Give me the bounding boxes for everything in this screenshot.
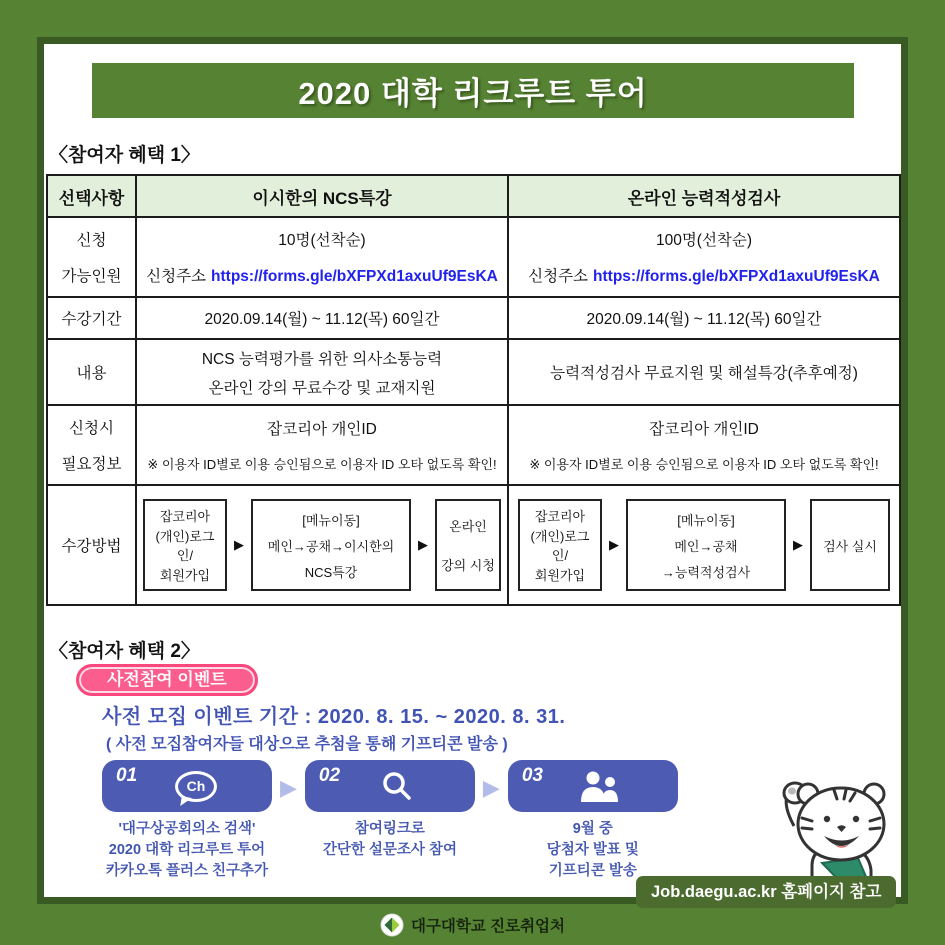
- capacity-ncs-cell: [136, 217, 508, 297]
- table-row: [47, 339, 900, 405]
- info-id-line: 잡코리아 개인ID: [267, 420, 377, 438]
- benefit1-heading: 〈참여자 혜택 1〉: [49, 145, 200, 166]
- chevron-right-icon: ▶: [482, 775, 500, 800]
- chevron-right-icon: ▶: [280, 775, 297, 800]
- step-1-caption: '대구상공회의소 검색' 2020 대학 리크루트 투어 카카오톡 플러스 친구추가: [105, 821, 269, 880]
- content-label: 내용: [47, 339, 136, 405]
- benefit2-heading: 〈참여자 혜택 2〉: [49, 641, 200, 662]
- capacity-aptitude-count: 100명(선착순): [655, 232, 753, 249]
- arrow-right-icon: ▶: [609, 537, 619, 552]
- search-icon: [380, 769, 414, 803]
- col-header-aptitude: 온라인 능력적성검사: [508, 175, 900, 217]
- flow-box-menu: [메뉴이동] 메인→공채→이시한의 NCS특강: [251, 499, 411, 591]
- col-header-ncs: 이시한의 NCS특강: [136, 175, 508, 217]
- arrow-right-icon: ▶: [793, 537, 803, 552]
- aptitude-form-link[interactable]: https://forms.gle/bXFPXd1axuUf9EsKA: [593, 268, 880, 285]
- step-1-box: [102, 760, 272, 812]
- info-warn-line: ※ 이용자 ID별로 이용 승인됨으로 이용자 ID 오타 없도록 확인!: [147, 457, 497, 473]
- step-2: [299, 760, 481, 861]
- addr-label: 신청주소: [146, 268, 207, 285]
- homepage-badge: Job.daegu.ac.kr 홈페이지 참고: [636, 876, 896, 908]
- table-row: [47, 405, 900, 485]
- table-row: [47, 217, 900, 297]
- university-logo-icon: [380, 913, 404, 937]
- addr-label: 신청주소: [528, 268, 589, 285]
- info-warn-line: ※ 이용자 ID별로 이용 승인됨으로 이용자 ID 오타 없도록 확인!: [529, 457, 879, 473]
- flow-box-menu: [메뉴이동] 메인→공채 →능력적성검사: [626, 499, 786, 591]
- info-label-line2: 필요정보: [61, 456, 122, 473]
- step-2-number: 02: [318, 765, 341, 786]
- method-label: 수강방법: [47, 485, 136, 605]
- step-3-number: 03: [521, 765, 543, 786]
- info-id-line: 잡코리아 개인ID: [649, 420, 759, 438]
- table-header-row: [47, 175, 900, 217]
- flow-box-login: 잡코리아 (개인)로그인/ 회원가입: [518, 499, 602, 591]
- table-row: [47, 297, 900, 339]
- period-label: 수강기간: [47, 297, 136, 339]
- event-badge: 사전참여 이벤트: [76, 664, 258, 696]
- content-ncs-cell: [136, 339, 508, 405]
- arrow-right-icon: ▶: [418, 537, 428, 552]
- event-period: 사전 모집 이벤트 기간 : 2020. 8. 15. ~ 2020. 8. 31.: [102, 706, 566, 728]
- flow-box-watch: 온라인 강의 시청: [435, 499, 501, 591]
- ncs-form-link[interactable]: https://forms.gle/bXFPXd1axuUf9EsKA: [211, 268, 498, 285]
- flow-box-login: 잡코리아 (개인)로그인/ 회원가입: [143, 499, 227, 591]
- step-1: [96, 760, 278, 882]
- info-label: [47, 405, 136, 485]
- info-ncs-cell: [136, 405, 508, 485]
- period-aptitude: 2020.09.14(월) ~ 11.12(목) 60일간: [508, 297, 900, 339]
- step-3: [502, 760, 684, 882]
- content-ncs-line2: 온라인 강의 무료수강 및 교재지원: [208, 379, 436, 397]
- content-ncs-line1: NCS 능력평가를 위한 의사소통능력: [201, 350, 443, 368]
- footer: [0, 904, 945, 945]
- step-1-number: 01: [116, 765, 138, 786]
- benefit1-table: [46, 174, 901, 606]
- flow-box-test: 검사 실시: [810, 499, 890, 591]
- step-2-box: [305, 760, 475, 812]
- step-3-box: [508, 760, 678, 812]
- capacity-ncs-count: 10명(선착순): [278, 232, 366, 249]
- info-aptitude-cell: [508, 405, 900, 485]
- step-2-caption: 참여링크로 간단한 설문조사 참여: [322, 821, 457, 859]
- capacity-label: [47, 217, 136, 297]
- event-steps: [96, 760, 684, 882]
- col-header-option: 선택사항: [47, 175, 136, 217]
- period-ncs: 2020.09.14(월) ~ 11.12(목) 60일간: [136, 297, 508, 339]
- capacity-label-line1: 신청: [76, 232, 107, 249]
- people-icon: [579, 770, 621, 802]
- page-title: 2020 대학 리크루트 투어: [298, 76, 648, 111]
- event-note: ( 사전 모집참여자들 대상으로 추첨을 통해 기프티콘 발송 ): [106, 736, 508, 753]
- arrow-right-icon: ▶: [234, 537, 244, 552]
- table-row: [47, 485, 900, 605]
- method-aptitude-cell: [508, 485, 900, 605]
- footer-org-name: 대구대학교 진로취업처: [410, 917, 566, 935]
- info-label-line1: 신청시: [69, 420, 114, 437]
- capacity-aptitude-cell: [508, 217, 900, 297]
- capacity-label-line2: 가능인원: [61, 268, 122, 285]
- method-ncs-cell: [136, 485, 508, 605]
- step-3-caption: 9월 중 당첨자 발표 및 기프티콘 발송: [546, 821, 639, 880]
- title-banner: [92, 63, 854, 118]
- content-aptitude-cell: 능력적성검사 무료지원 및 해설특강(추후예정): [508, 339, 900, 405]
- kakao-channel-icon: Ch: [175, 771, 217, 802]
